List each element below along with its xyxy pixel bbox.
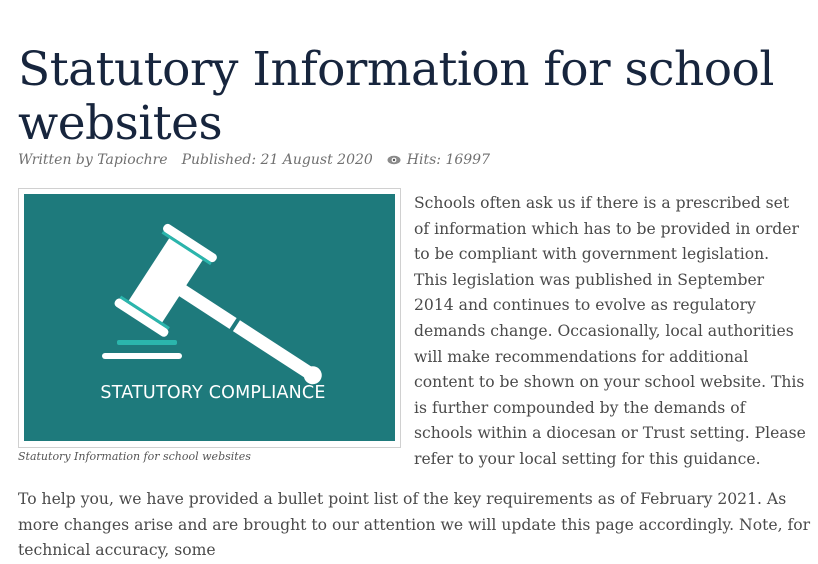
article-image <box>24 194 395 441</box>
eye-icon <box>387 155 401 165</box>
article-meta <box>18 152 504 168</box>
published-date: Published: 21 August 2020 <box>181 152 373 168</box>
hits-count: Hits: 16997 <box>406 152 490 168</box>
lead-paragraph: Schools often ask us if there is a prescribed set of information which has to be provided in order to be compliant with government legislation. This legislation was published in September 2014 and continues to evolve as regulatory demands change. Occasionally, local authorities will make recommendations for additional content to be shown on your school website. This is further compounded by the demands of schools within a diocesan or Trust setting. Please refer to your local setting for this guidance. <box>414 194 806 468</box>
image-caption: Statutory Information for school websites <box>18 450 251 463</box>
body-paragraph: To help you, we have provided a bullet point list of the key requirements as of February 2021. As more changes arise and are brought to our attention we will update this page accordingly. Note, for technical accuracy, some <box>18 490 811 560</box>
page-title: Statutory Information for school websites <box>18 42 774 152</box>
author: Written by Tapiochre <box>18 152 168 168</box>
article <box>18 0 811 560</box>
gavel-icon <box>24 194 395 441</box>
image-label: STATUTORY COMPLIANCE <box>100 383 326 403</box>
article-image-frame <box>18 188 401 448</box>
